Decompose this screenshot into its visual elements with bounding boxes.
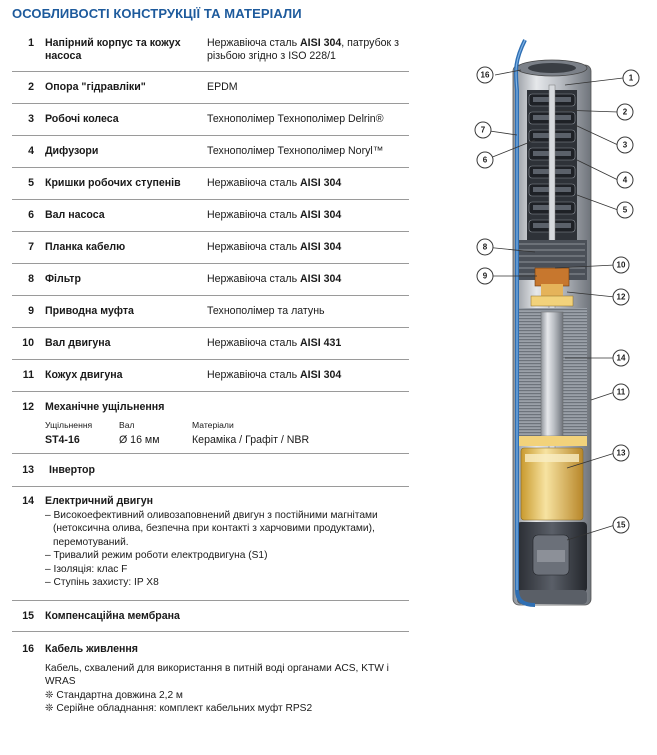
- row-number: 6: [28, 209, 34, 221]
- callout-4: [617, 172, 633, 188]
- seal-header-seal: Ущільнення: [45, 420, 93, 430]
- table-row: [12, 136, 409, 168]
- table-row-membrane: [12, 601, 409, 632]
- row-material: [207, 273, 412, 286]
- callout-5: [617, 202, 633, 218]
- material-grade: AISI 304: [300, 177, 342, 189]
- material-text: Нержавіюча сталь: [207, 369, 301, 381]
- callout-number: 13: [616, 448, 626, 458]
- table-row: [12, 30, 409, 72]
- callout-11: [613, 384, 629, 400]
- seal-value-shaft: Ø 16 мм: [119, 434, 160, 446]
- material-grade: AISI 431: [300, 337, 342, 349]
- row-name: Кришки робочих ступенів: [45, 177, 181, 189]
- row-name: Механічне ущільнення: [45, 401, 165, 413]
- row-number: 16: [22, 643, 34, 655]
- material-text: Нержавіюча сталь: [207, 337, 301, 349]
- callout-number: 15: [616, 520, 626, 530]
- row-name: Робочі колеса: [45, 113, 119, 125]
- table-row: [12, 328, 409, 360]
- row-material: [207, 37, 412, 63]
- row-number: 1: [28, 37, 34, 49]
- material-grade: AISI 304: [300, 209, 342, 221]
- seal-value-seal: ST4-16: [45, 434, 80, 446]
- callout-number: 12: [616, 292, 626, 302]
- row-material: [207, 177, 412, 190]
- callout-10: [613, 257, 629, 273]
- row-name: Планка кабелю: [45, 241, 126, 253]
- cable-text-line: Кабель, схвалений для використання в питній воді органами ACS, KTW і: [45, 663, 389, 674]
- materials-table: [12, 30, 409, 728]
- row-number: 15: [22, 610, 34, 622]
- row-name: Опора "гідравліки": [45, 81, 146, 93]
- callout-number: 4: [622, 175, 628, 185]
- pump-body: [513, 40, 591, 605]
- row-number: 14: [22, 495, 34, 507]
- material-text: Технополімер та латунь: [207, 305, 325, 317]
- row-number: 9: [28, 305, 34, 317]
- callout-number: 11: [616, 387, 626, 397]
- page-title: ОСОБЛИВОСТІ КОНСТРУКЦІЇ ТА МАТЕРІАЛИ: [12, 6, 302, 21]
- callout-8: [477, 239, 493, 255]
- cable-note-kit: ❊ Серійне обладнання: комплект кабельних муфт RPS2: [45, 703, 313, 715]
- row-name: Напірний корпус та кожух насоса: [45, 37, 181, 62]
- row-name: Кожух двигуна: [45, 369, 123, 381]
- callout-7: [475, 122, 491, 138]
- callout-number: 5: [622, 205, 628, 215]
- table-row: [12, 200, 409, 232]
- callout-15: [613, 517, 629, 533]
- callout-12: [613, 289, 629, 305]
- table-row-seal: [12, 392, 409, 454]
- callout-number: 3: [622, 140, 628, 150]
- row-number: 10: [22, 337, 34, 349]
- row-number: 5: [28, 177, 34, 189]
- row-name: Компенсаційна мембрана: [45, 610, 180, 622]
- row-number: 3: [28, 113, 34, 125]
- table-row: [12, 360, 409, 392]
- row-name: Вал насоса: [45, 209, 105, 221]
- row-material: [207, 369, 412, 382]
- material-text: Нержавіюча сталь: [207, 209, 301, 221]
- material-text: EPDM: [207, 81, 238, 93]
- row-name: Фільтр: [45, 273, 81, 285]
- callout-number: 2: [622, 107, 628, 117]
- table-row: [12, 72, 409, 104]
- callout-number: 7: [480, 125, 486, 135]
- callout-3: [617, 137, 633, 153]
- callout-number: 10: [616, 260, 626, 270]
- callout-number: 9: [482, 271, 488, 281]
- row-material: [207, 209, 412, 222]
- row-number: 4: [28, 145, 34, 157]
- material-text-suffix: , патрубок з різьбою згідно з ISO 228/1: [207, 37, 399, 62]
- material-grade: AISI 304: [300, 37, 342, 49]
- motor-feature-line: – Тривалий режим роботи електродвигуна (S1): [45, 550, 268, 562]
- material-text: Технополімер Технополімер Noryl™: [207, 145, 384, 157]
- cable-text-line: WRAS: [45, 676, 76, 688]
- material-grade: AISI 304: [300, 241, 342, 253]
- callout-16: [477, 67, 493, 83]
- material-text: Нержавіюча сталь: [207, 177, 301, 189]
- callout-9: [477, 268, 493, 284]
- row-name: Вал двигуна: [45, 337, 111, 349]
- row-name: Електричний двигун: [45, 495, 153, 507]
- motor-feature-line: – Ступінь захисту: IP X8: [45, 577, 159, 589]
- material-grade: AISI 304: [300, 273, 342, 285]
- callout-13: [613, 445, 629, 461]
- seal-value-materials: Кераміка / Графіт / NBR: [192, 434, 310, 446]
- callout-number: 8: [482, 242, 488, 252]
- callout-number: 1: [628, 73, 634, 83]
- table-row: [12, 232, 409, 264]
- callout-number: 16: [480, 70, 490, 80]
- row-number: 13: [22, 464, 34, 476]
- table-row-cable: [12, 632, 409, 728]
- callout-number: 14: [616, 353, 626, 363]
- seal-header-shaft: Вал: [119, 420, 135, 430]
- table-row: [12, 168, 409, 200]
- motor-feature-line: (нетоксична олива, безпечна при контакті з харчовими продуктами),: [53, 523, 375, 535]
- row-name: Приводна муфта: [45, 305, 134, 317]
- callout-2: [617, 104, 633, 120]
- row-material: [207, 145, 412, 158]
- material-text: Технополімер Технополімер Delrin®: [207, 113, 384, 125]
- motor-feature-line: – Високоефективний оливозаповнений двигун з постійними магнітами: [45, 510, 378, 521]
- row-material: [207, 81, 412, 94]
- cable-note-length: ❊ Стандартна довжина 2,2 м: [45, 689, 183, 701]
- table-row: [12, 264, 409, 296]
- row-number: 11: [22, 369, 34, 381]
- callout-6: [477, 152, 493, 168]
- cable-description: [45, 662, 415, 716]
- material-text: Нержавіюча сталь: [207, 37, 301, 49]
- motor-feature-line: – Ізоляція: клас F: [45, 563, 128, 575]
- motor-feature-line: перемотуваний.: [53, 536, 129, 548]
- row-name: Кабель живлення: [45, 643, 138, 655]
- table-row: [12, 104, 409, 136]
- row-number: 2: [28, 81, 34, 93]
- material-text: Нержавіюча сталь: [207, 273, 301, 285]
- material-text: Нержавіюча сталь: [207, 241, 301, 253]
- callout-1: [623, 70, 639, 86]
- row-material: [207, 113, 412, 126]
- callout-14: [613, 350, 629, 366]
- row-name: Дифузори: [45, 145, 99, 157]
- row-name: Інвертор: [49, 464, 95, 476]
- row-number: 7: [28, 241, 34, 253]
- material-grade: AISI 304: [300, 369, 342, 381]
- row-number: 8: [28, 273, 34, 285]
- row-material: [207, 241, 412, 254]
- row-number: 12: [22, 401, 34, 413]
- seal-header-materials: Матеріали: [192, 420, 234, 430]
- row-material: [207, 305, 412, 318]
- motor-features-list: [45, 509, 415, 589]
- table-row: [12, 296, 409, 328]
- table-row-inverter: [12, 454, 409, 487]
- table-row-motor: [12, 487, 409, 601]
- callout-number: 6: [482, 155, 488, 165]
- pump-cutaway-diagram: [455, 30, 655, 630]
- row-material: [207, 337, 412, 350]
